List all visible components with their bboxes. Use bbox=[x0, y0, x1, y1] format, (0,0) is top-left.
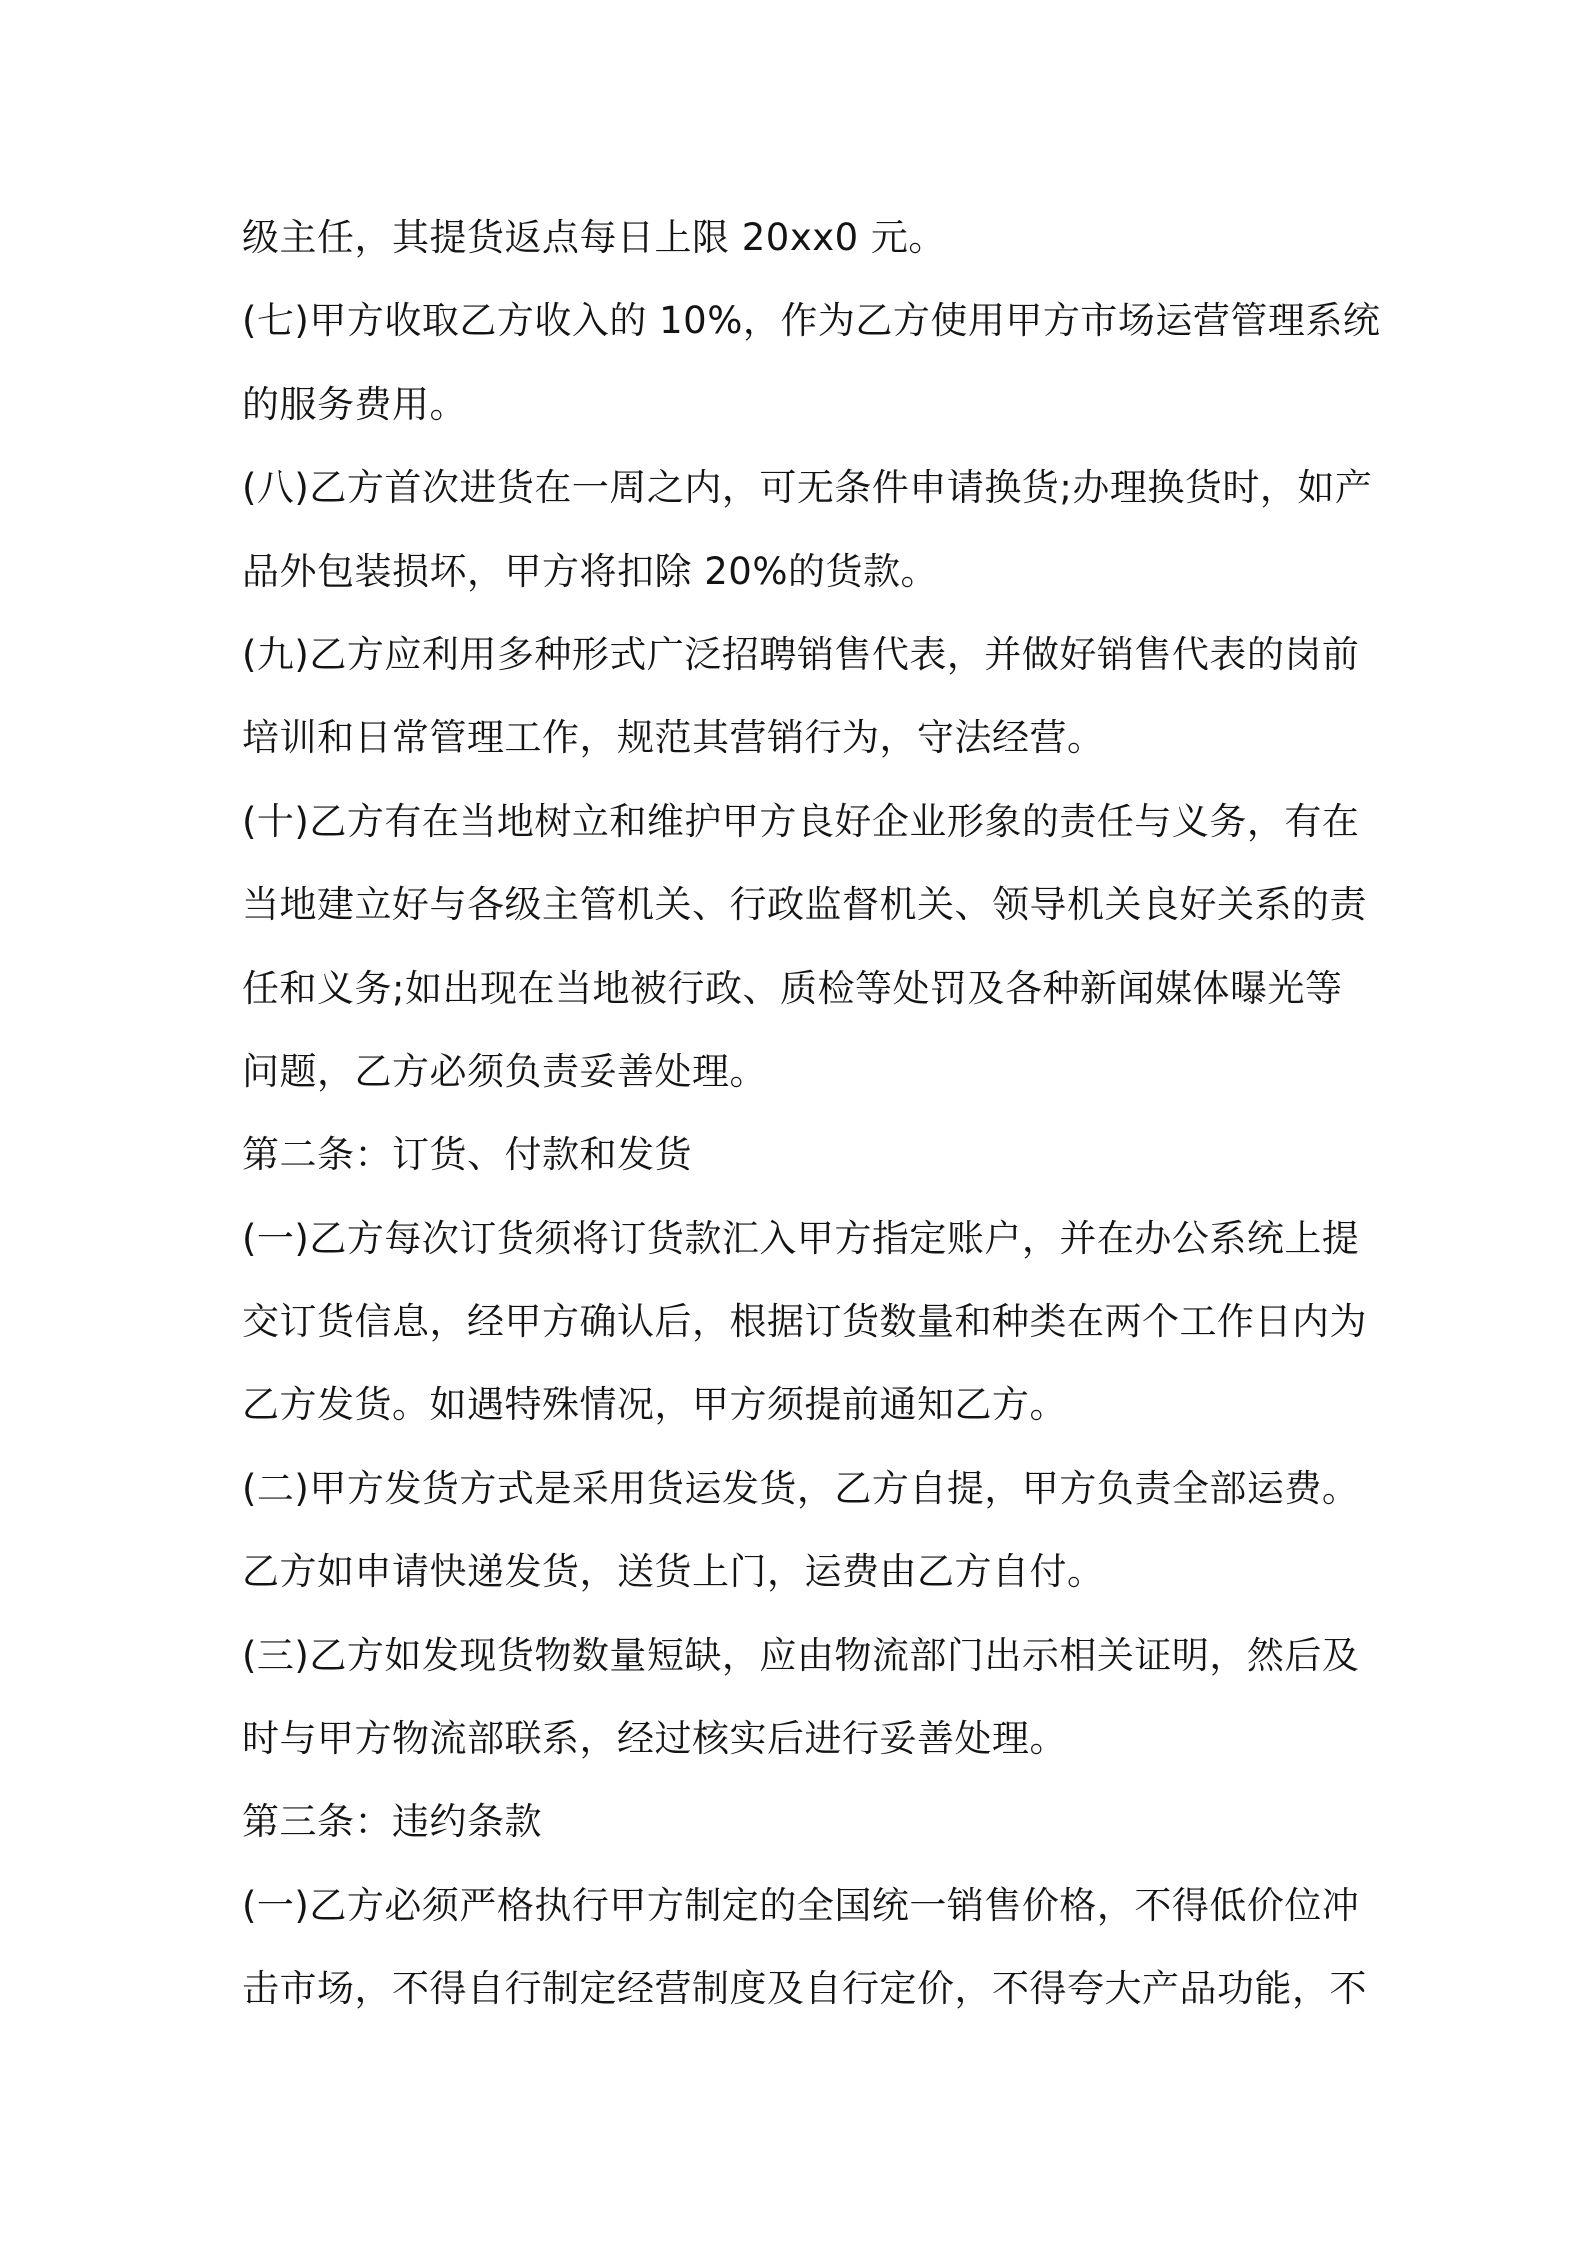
text-line: 任和义务;如出现在当地被行政、质检等处罚及各种新闻媒体曝光等 bbox=[242, 966, 1343, 1010]
document-body bbox=[242, 196, 1381, 2031]
text-line: 培训和日常管理工作，规范其营销行为，守法经营。 bbox=[242, 716, 1105, 760]
text-line: (八)乙方首次进货在一周之内，可无条件申请换货;办理换货时，如产 bbox=[242, 466, 1373, 510]
text-line: 当地建立好与各级主管机关、行政监督机关、领导机关良好关系的责 bbox=[242, 883, 1367, 927]
text-line: 乙方发货。如遇特殊情况，甲方须提前通知乙方。 bbox=[242, 1383, 1067, 1427]
text-line: (九)乙方应利用多种形式广泛招聘销售代表，并做好销售代表的岗前 bbox=[242, 632, 1360, 676]
text-line: 交订货信息，经甲方确认后，根据订货数量和种类在两个工作日内为 bbox=[242, 1300, 1367, 1344]
text-line: (二)甲方发货方式是采用货运发货，乙方自提，甲方负责全部运费。 bbox=[242, 1466, 1360, 1510]
text-line: (七)甲方收取乙方收入的 10%，作为乙方使用甲方市场运营管理系统 bbox=[242, 299, 1381, 343]
text-line: (一)乙方每次订货须将订货款汇入甲方指定账户，并在办公系统上提 bbox=[242, 1216, 1360, 1260]
text-line: 问题，乙方必须负责妥善处理。 bbox=[242, 1049, 767, 1093]
text-line: 品外包装损坏，甲方将扣除 20%的货款。 bbox=[242, 549, 938, 593]
text-line: 的服务费用。 bbox=[242, 382, 467, 426]
text-line: (三)乙方如发现货物数量短缺，应由物流部门出示相关证明，然后及 bbox=[242, 1633, 1360, 1677]
text-line: 时与甲方物流部联系，经过核实后进行妥善处理。 bbox=[242, 1717, 1067, 1761]
text-line: 级主任，其提货返点每日上限 20xx0 元。 bbox=[242, 216, 946, 259]
text-line: (一)乙方必须严格执行甲方制定的全国统一销售价格，不得低价位冲 bbox=[242, 1883, 1360, 1927]
section-heading: 第三条：违约条款 bbox=[242, 1800, 542, 1844]
text-line: 乙方如申请快递发货，送货上门，运费由乙方自付。 bbox=[242, 1550, 1105, 1594]
text-line: 击市场，不得自行制定经营制度及自行定价，不得夸大产品功能，不 bbox=[242, 1967, 1367, 2011]
text-line: (十)乙方有在当地树立和维护甲方良好企业形象的责任与义务，有在 bbox=[242, 799, 1360, 843]
section-heading: 第二条：订货、付款和发货 bbox=[242, 1133, 692, 1177]
